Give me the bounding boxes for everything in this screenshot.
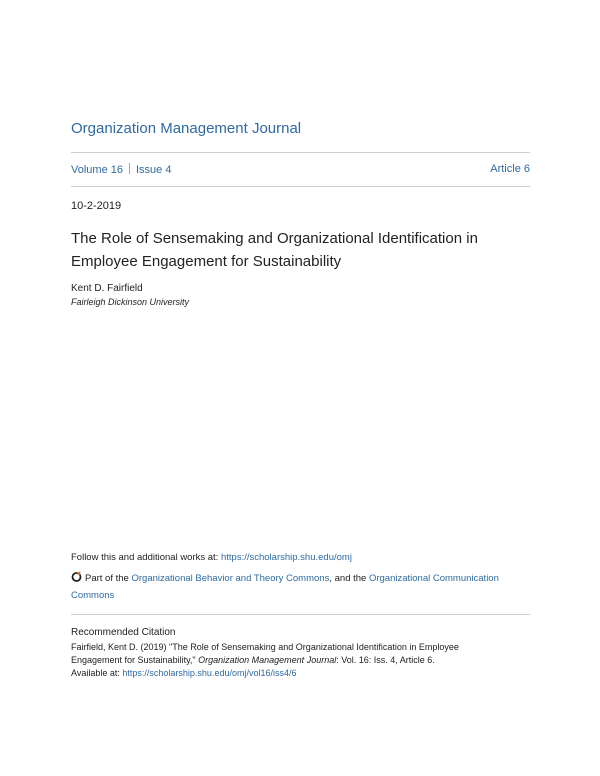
article-title: [71, 227, 521, 273]
issue-separator: [129, 163, 130, 174]
citation-journal: Organization Management Journal: [198, 655, 337, 665]
citation-heading: Recommended Citation: [71, 627, 176, 638]
part-of-prefix: Part of the: [85, 573, 129, 584]
author-affiliation: Fairleigh Dickinson University: [71, 297, 190, 307]
open-access-icon: [71, 571, 82, 582]
org-communication-commons-link-b[interactable]: Commons: [71, 590, 115, 601]
article-title-line1: The Role of Sensemaking and Organizational Identification in: [71, 230, 478, 247]
citation-line3: [71, 667, 530, 680]
follow-url-link[interactable]: https://scholarship.shu.edu/omj: [220, 552, 352, 563]
volume-link[interactable]: Volume 16: [71, 164, 123, 176]
org-communication-commons-link-a[interactable]: Organizational Communication: [368, 573, 499, 584]
citation-line1: Fairfield, Kent D. (2019) "The Role of Sensemaking and Organizational Identification in Employee: [71, 642, 459, 652]
citation-line2-suffix: : Vol. 16: Iss. 4, Article 6.: [336, 655, 435, 665]
publication-date: 10-2-2019: [71, 200, 122, 212]
author-name: Kent D. Fairfield: [71, 283, 143, 294]
issue-info-row: [71, 163, 530, 177]
follow-prefix: Follow this and additional works at:: [71, 552, 219, 563]
org-behavior-commons-link[interactable]: Organizational Behavior and Theory Commons: [131, 573, 330, 584]
citation-url-link[interactable]: https://scholarship.shu.edu/omj/vol16/iss4/6: [122, 668, 297, 678]
citation-divider: [71, 614, 530, 615]
citation-line3-prefix: Available at:: [71, 668, 120, 678]
article-title-line2: Employee Engagement for Sustainability: [71, 253, 342, 270]
citation-line2-prefix: Engagement for Sustainability,": [71, 655, 196, 665]
issue-link[interactable]: Issue 4: [135, 164, 172, 176]
citation-line2: [71, 654, 530, 667]
journal-title[interactable]: Organization Management Journal: [71, 120, 302, 137]
part-of-middle: , and the: [329, 573, 367, 584]
part-of-line: [71, 570, 530, 604]
meta-divider: [71, 186, 530, 187]
citation-block: [71, 641, 530, 680]
header-divider: [71, 152, 530, 153]
article-link[interactable]: Article 6: [490, 163, 530, 175]
follow-line: [71, 552, 352, 563]
